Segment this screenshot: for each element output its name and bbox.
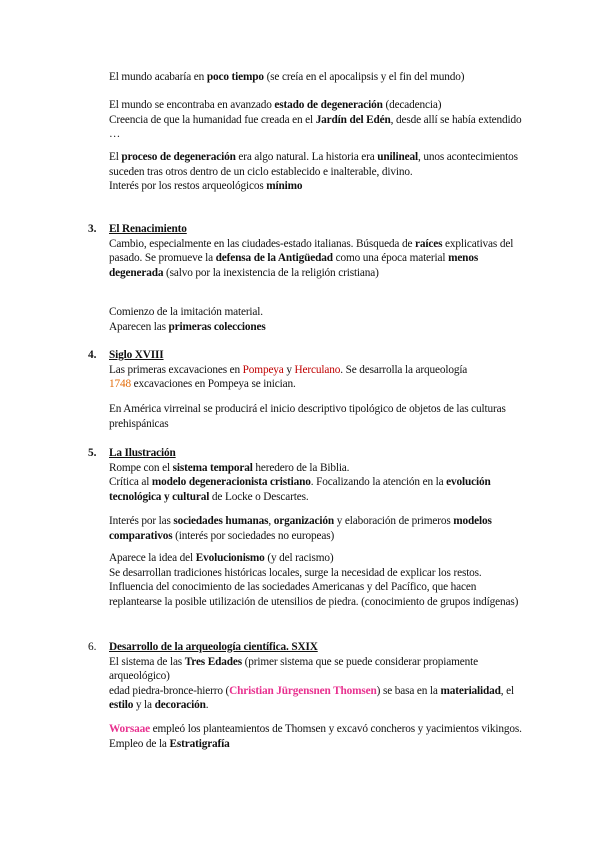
section-6-worsaae: Worsaae empleó los planteamientos de Thomsen y excavó concheros y yacimientos vikingos. Empleo de la Estratigrafía — [109, 723, 522, 750]
section-3-heading: El Renacimiento — [109, 223, 187, 235]
section-4-heading: Siglo XVIII — [109, 349, 164, 361]
section-4-number: 4. — [88, 349, 97, 361]
paragraph-degeneration-state: El mundo se encontraba en avanzado estado de degeneración (decadencia) Creencia de que la humanidad fue creada en el Jardín del Edén, desde allí se había extendido … — [109, 99, 522, 141]
section-3-renacimiento: El Renacimiento Cambio, especialmente en las ciudades-estado italianas. Búsqueda de raíces explicativas del pasado. Se promueve la defensa de la Antigüedad como una época material menos degenerada (salvo por la inexistencia de la religión cristiana) — [109, 222, 529, 280]
section-3-number: 3. — [88, 223, 97, 235]
section-4-siglo-xviii: Siglo XVIII Las primeras excavaciones en Pompeya y Herculano. Se desarrolla la arqueología 1748 excavaciones en Pompeya se inician. — [109, 348, 529, 392]
paragraph-degeneration-process: El proceso de degeneración era algo natural. La historia era unilineal, unos acontecimientos suceden tras otros dentro de un ciclo establecido e inalterable, divino. Interés por los restos arqueológicos mínimo — [109, 151, 518, 193]
section-5-evolutionism: Aparece la idea del Evolucionismo (y del racismo) Se desarrollan tradiciones históricas locales, surge la necesidad de explicar los restos. Influencia del conocimiento de las sociedades Americanas y del Pacífico, que hacen replantearse la posible utilización de utensilios de piedra. (conocimiento de grupos indígenas) — [109, 552, 519, 608]
section-6-number: 6. — [88, 641, 97, 653]
paragraph-apocalypse: El mundo acabaría en poco tiempo (se creía en el apocalipsis y el fin del mundo) — [109, 71, 465, 83]
section-4-america: En América virreinal se producirá el inicio descriptivo tipológico de objetos de las culturas prehispánicas — [109, 403, 506, 430]
section-6-heading: Desarrollo de la arqueología científica. SXIX — [109, 641, 318, 653]
section-5-societies: Interés por las sociedades humanas, organización y elaboración de primeros modelos comparativos (interés por sociedades no europeas) — [109, 515, 492, 542]
section-5-ilustracion: La Ilustración Rompe con el sistema temporal heredero de la Biblia. Crítica al modelo degeneracionista cristiano. Focalizando la atención en la evolución tecnológica y cultural de Locke o Descartes. — [109, 446, 529, 504]
section-6-arqueologia-cientifica: Desarrollo de la arqueología científica. SXIX El sistema de las Tres Edades (primer sistema que se puede considerar propiamente arqueológico) edad piedra-bronce-hierro (Christian Jürgensnen Thomsen) se basa en la materialidad, el estilo y la decoración. — [109, 640, 529, 713]
section-3-collections: Comienzo de la imitación material. Aparecen las primeras colecciones — [109, 306, 266, 333]
section-5-number: 5. — [88, 447, 97, 459]
section-5-heading: La Ilustración — [109, 447, 176, 459]
